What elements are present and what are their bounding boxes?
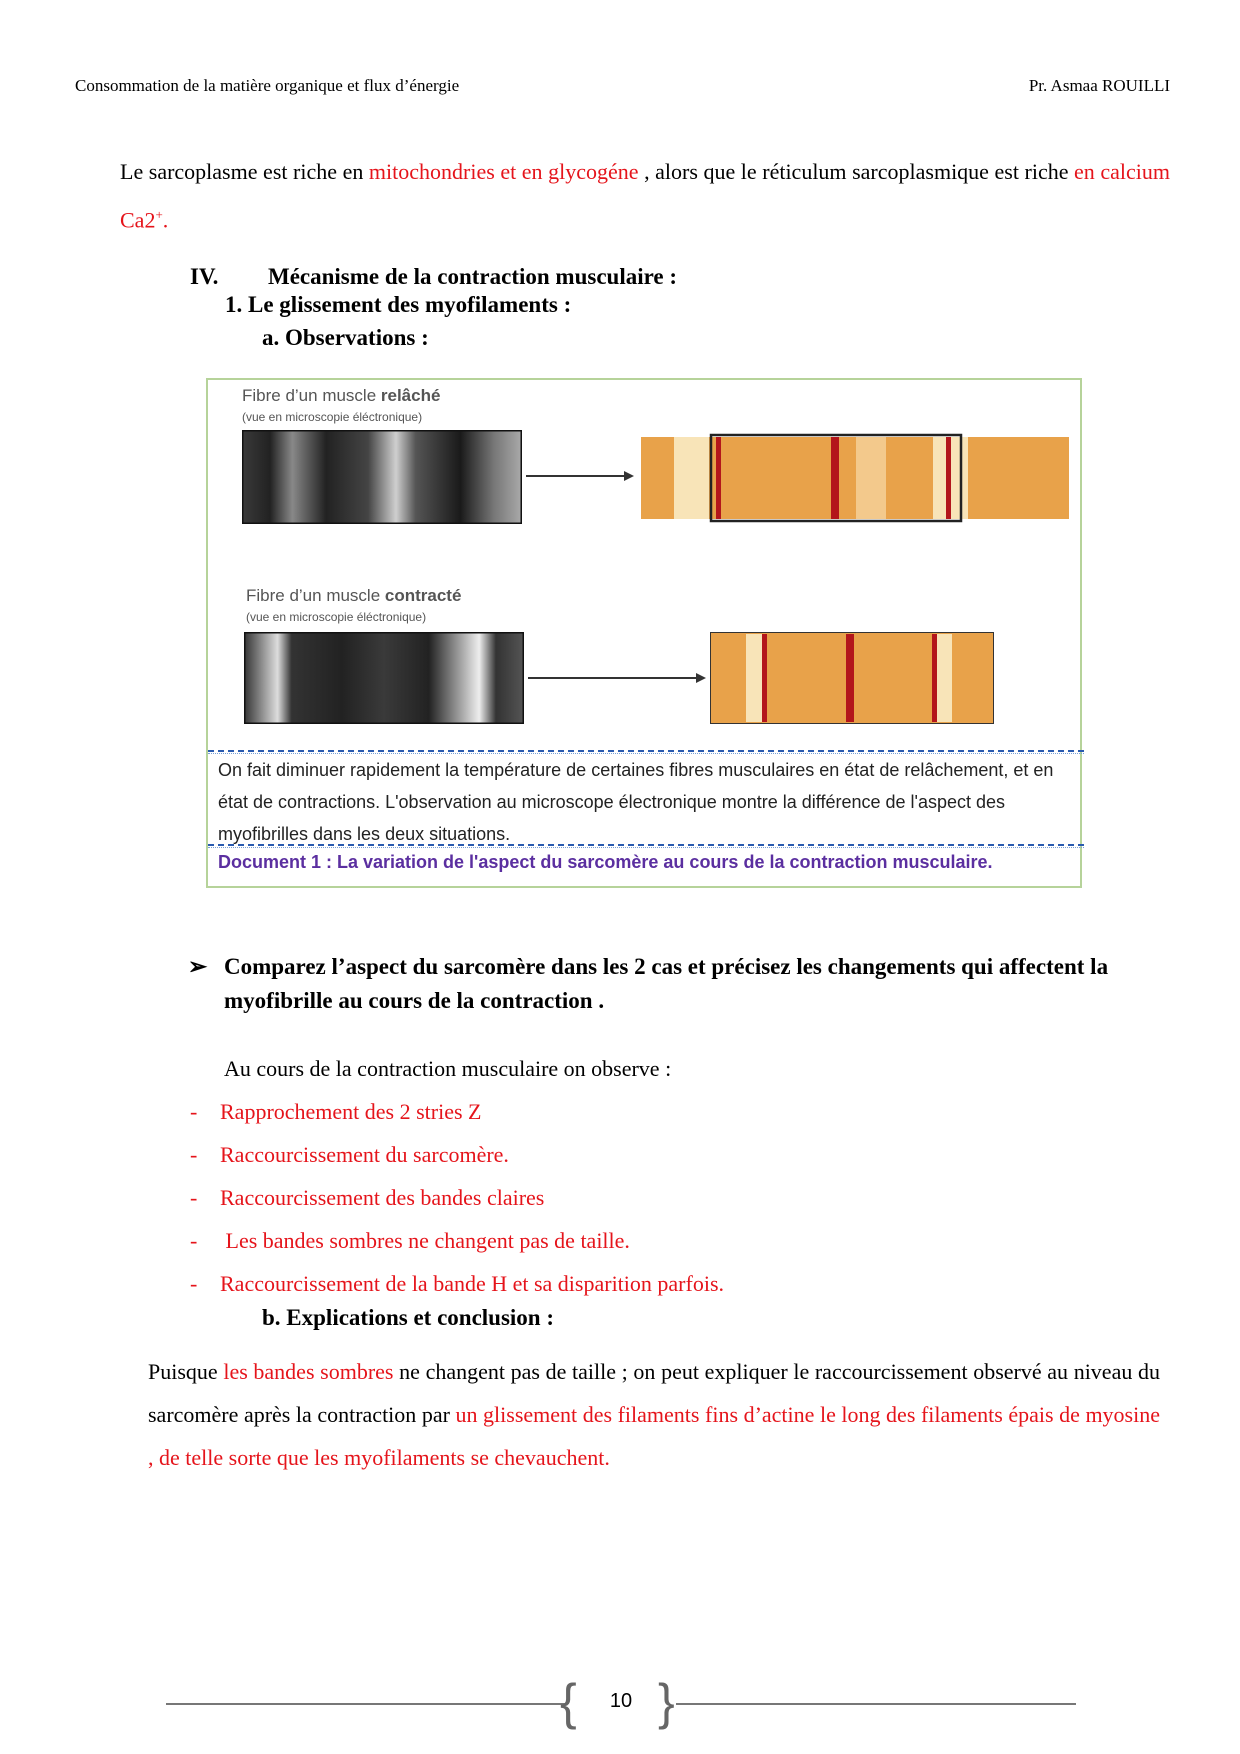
contracted-subtitle: (vue en microscopie éléctronique) [246, 610, 427, 624]
relaxed-title: Fibre d’un muscle relâché [242, 386, 441, 405]
intro-paragraph: Le sarcoplasme est riche en mitochondries et en glycogéne , alors que le réticulum sarcoplasmique est riche en calcium Ca2+. [120, 159, 1171, 233]
section-number: IV. [190, 264, 219, 289]
header-right: Pr. Asmaa ROUILLI [1028, 76, 1170, 95]
subsubsection-title: a. Observations : [262, 325, 429, 350]
observations-intro: Au cours de la contraction musculaire on observe : [224, 1056, 672, 1081]
document-text: On fait diminuer rapidement la température de certaines fibres musculaires en état de relâchement, et en état de contractions. L'observation au microscope électronique montre la différence de l'aspect des myofibrilles dans les deux situations. [218, 760, 1054, 844]
subsection-title: 1. Le glissement des myofilaments : [225, 292, 572, 317]
question-text: Comparez l’aspect du sarcomère dans les 2 cas et précisez les changements qui affectent la myofibrille au cours de la contraction . [224, 954, 1109, 1013]
document-figure [206, 378, 1082, 888]
relaxed-sarcomere-diagram [641, 427, 1069, 527]
list-item: - Raccourcissement des bandes claires [190, 1185, 545, 1210]
observations-list [190, 1090, 724, 1305]
list-item: - Rapprochement des 2 stries Z [190, 1099, 482, 1124]
contracted-title: Fibre d’un muscle contracté [246, 586, 462, 605]
arrow-bullet-icon: ➢ [188, 954, 208, 979]
question [188, 950, 1173, 1018]
relaxed-arrow [526, 469, 636, 483]
footer-brace-left: { [560, 1674, 577, 1730]
document-caption: Document 1 : La variation de l'aspect du sarcomère au cours de la contraction musculaire. [218, 852, 993, 872]
explanation-title: b. Explications et conclusion : [262, 1305, 555, 1330]
explanation-paragraph: Puisque les bandes sombres ne changent pas de taille ; on peut expliquer le raccourcissement observé au niveau du sarcomère après la contraction par un glissement des filaments fins d’actine le long des filaments épais de myosine , de telle sorte que les myofilaments se chevauchent. [148, 1359, 1160, 1470]
page-number: 10 [609, 1690, 633, 1712]
contracted-arrow [528, 671, 708, 685]
footer-brace-right: } [658, 1674, 675, 1730]
relaxed-subtitle: (vue en microscopie éléctronique) [242, 410, 423, 424]
relaxed-micrograph [242, 430, 522, 524]
list-item: - Les bandes sombres ne changent pas de taille. [190, 1228, 630, 1253]
divider-bottom [208, 844, 1084, 848]
section-title: Mécanisme de la contraction musculaire : [268, 264, 678, 289]
list-item: - Raccourcissement de la bande H et sa disparition parfois. [190, 1271, 725, 1296]
contracted-sarcomere-diagram [710, 632, 994, 724]
footer-line-left [166, 1703, 566, 1705]
header-left: Consommation de la matière organique et flux d’énergie [75, 76, 460, 95]
list-item: - Raccourcissement du sarcomère. [190, 1142, 509, 1167]
footer-line-right [676, 1703, 1076, 1705]
contracted-micrograph [244, 632, 524, 724]
